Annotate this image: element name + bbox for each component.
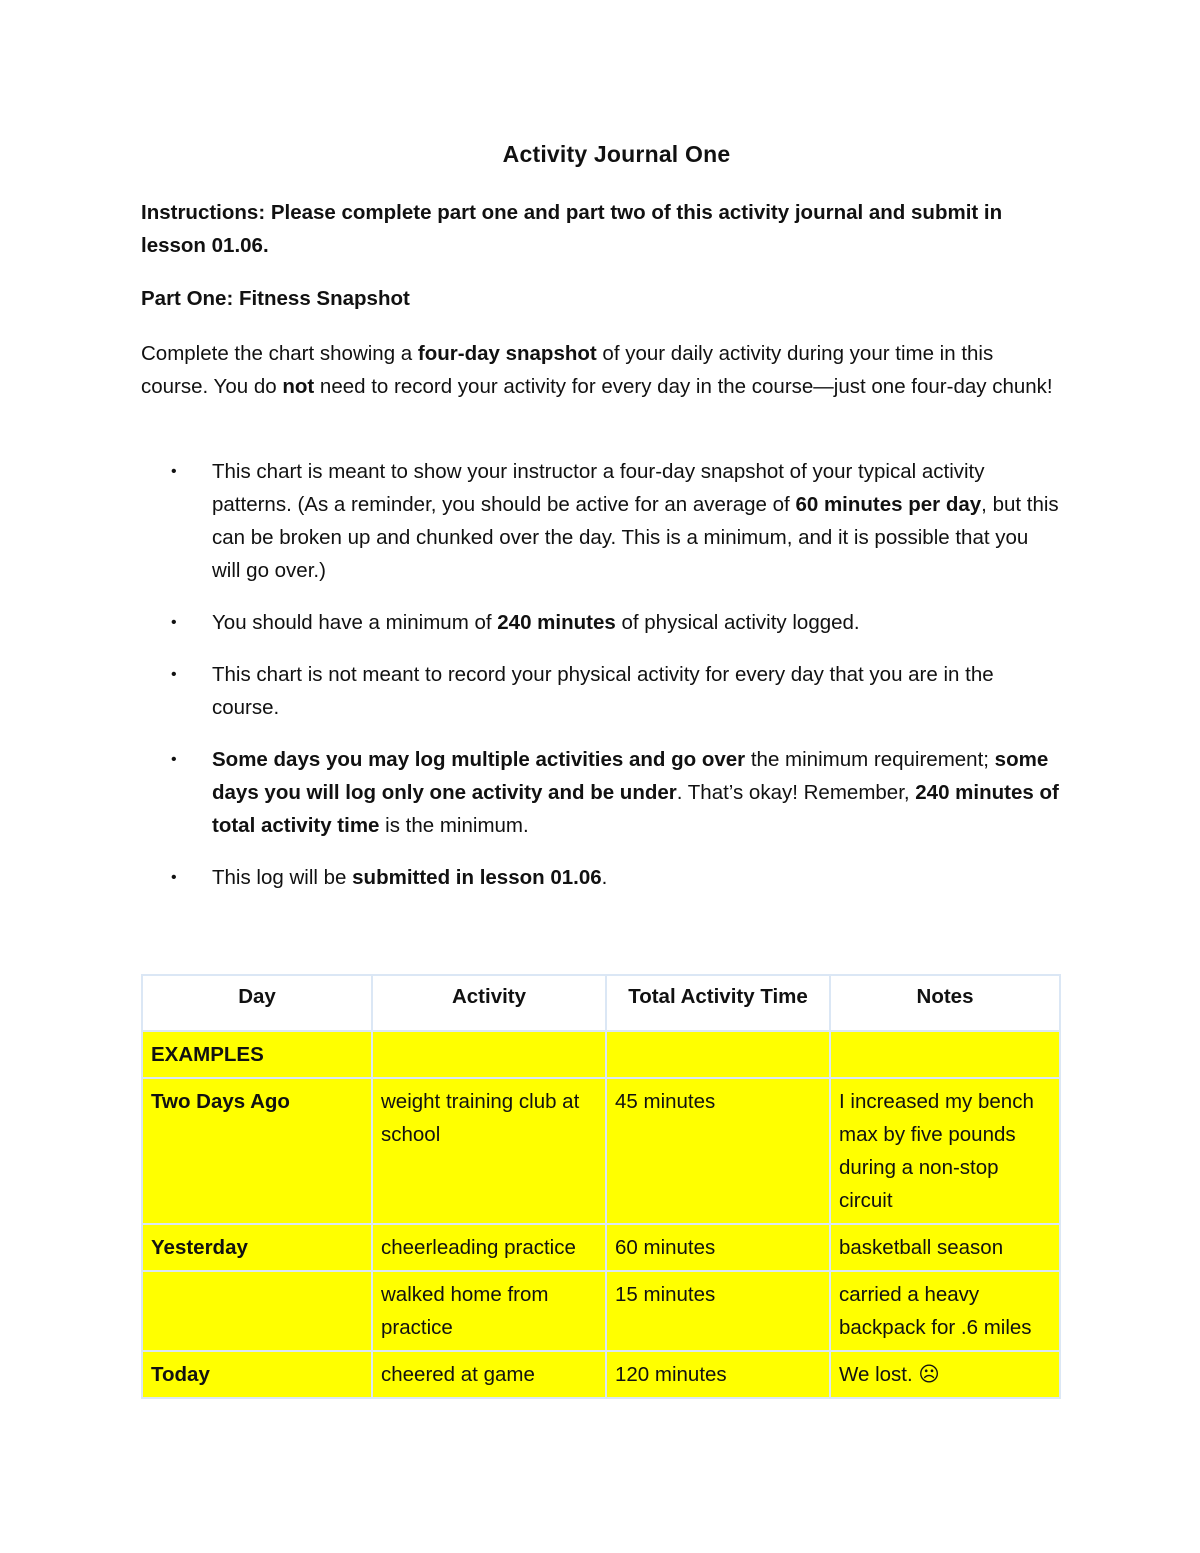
table-row — [142, 1351, 1060, 1398]
item-text: the minimum requirement; — [745, 748, 995, 771]
item-text: You should have a minimum of — [212, 611, 498, 634]
column-header-day: Day — [142, 975, 372, 1031]
item-text: . That’s okay! Remember, — [676, 781, 916, 804]
list-item — [141, 743, 1061, 842]
table-row — [142, 1078, 1060, 1224]
item-bold-text: 240 minutes of total activity time — [212, 781, 1059, 837]
notes-cell: We lost. ☹ — [830, 1351, 1060, 1398]
item-text: . — [601, 866, 608, 889]
item-text: This log will be — [212, 866, 353, 889]
day-cell — [142, 1271, 372, 1351]
list-item — [141, 658, 1061, 724]
table-header-row — [142, 975, 1060, 1031]
item-bold-text: 60 minutes per day — [795, 493, 982, 516]
day-cell: Two Days Ago — [142, 1078, 372, 1224]
document-title: Activity Journal One — [502, 141, 731, 167]
table-row — [142, 1224, 1060, 1271]
activity-cell: walked home from practice — [372, 1271, 606, 1351]
bullet-icon: • — [171, 869, 177, 886]
list-item — [141, 861, 1061, 894]
item-bold-text: 240 minutes — [497, 611, 616, 634]
time-cell: 15 minutes — [606, 1271, 830, 1351]
notes-cell: I increased my bench max by five pounds during a non-stop circuit — [830, 1078, 1060, 1224]
intro-bold-text: four-day snapshot — [417, 342, 597, 365]
time-cell: 60 minutes — [606, 1224, 830, 1271]
time-cell: 120 minutes — [606, 1351, 830, 1398]
bullet-icon: • — [171, 666, 177, 683]
activity-cell: weight training club at school — [372, 1078, 606, 1224]
column-header-notes: Notes — [830, 975, 1060, 1031]
activity-cell — [372, 1031, 606, 1078]
column-header-activity: Activity — [372, 975, 606, 1031]
intro-text: Complete the chart showing a — [141, 342, 418, 365]
table-row — [142, 1031, 1060, 1078]
item-text: of physical activity logged. — [615, 611, 860, 634]
item-text: This chart is not meant to record your physical activity for every day that you are in the course. — [212, 663, 994, 719]
intro-text: of your daily activity during your time in this course. You do — [141, 342, 994, 398]
guidelines-list — [141, 455, 1061, 913]
bullet-icon: • — [171, 463, 177, 480]
item-text: is the minimum. — [379, 814, 529, 837]
notes-cell: carried a heavy backpack for .6 miles — [830, 1271, 1060, 1351]
intro-bold-text: not — [282, 375, 315, 398]
bullet-icon: • — [171, 751, 177, 768]
item-text: This chart is meant to show your instructor a four-day snapshot of your typical activity patterns. (As a reminder, you should be active for an average of — [212, 460, 985, 516]
time-cell: 45 minutes — [606, 1078, 830, 1224]
item-bold-text: submitted in lesson 01.06 — [352, 866, 602, 889]
notes-cell — [830, 1031, 1060, 1078]
column-header-total-time: Total Activity Time — [606, 975, 830, 1031]
instructions-paragraph: Instructions: Please complete part one and part two of this activity journal and submit in lesson 01.06. — [141, 201, 1003, 257]
table-row — [142, 1271, 1060, 1351]
day-cell: Yesterday — [142, 1224, 372, 1271]
list-item — [141, 606, 1061, 639]
intro-text: need to record your activity for every day in the course—just one four-day chunk! — [314, 375, 1053, 398]
activity-log-table — [141, 974, 1061, 1399]
part-one-heading: Part One: Fitness Snapshot — [141, 287, 410, 310]
item-bold-text: Some days you may log multiple activities and go over — [212, 748, 746, 771]
notes-cell: basketball season — [830, 1224, 1060, 1271]
activity-cell: cheered at game — [372, 1351, 606, 1398]
bullet-icon: • — [171, 614, 177, 631]
day-cell: Today — [142, 1351, 372, 1398]
item-text: , but this can be broken up and chunked over the day. This is a minimum, and it is possible that you will go over.) — [212, 493, 1059, 582]
item-bold-text: some days you will log only one activity and be under — [212, 748, 1049, 804]
day-cell: EXAMPLES — [142, 1031, 372, 1078]
activity-cell: cheerleading practice — [372, 1224, 606, 1271]
list-item — [141, 455, 1061, 587]
intro-paragraph — [141, 337, 1056, 403]
time-cell — [606, 1031, 830, 1078]
